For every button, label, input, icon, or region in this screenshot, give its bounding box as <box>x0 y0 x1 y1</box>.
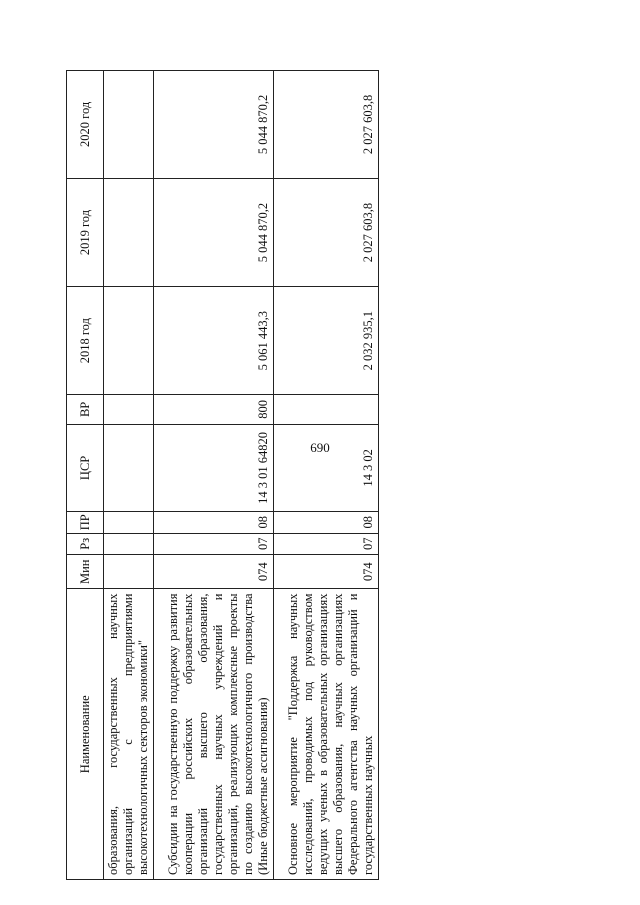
row-pr <box>104 512 154 534</box>
col-header-csr: ЦСР <box>67 424 104 511</box>
col-header-vr: ВР <box>67 395 104 425</box>
row-pr: 08 <box>154 512 274 534</box>
row-pr: 08 <box>274 512 379 534</box>
table-header-row <box>67 71 104 880</box>
row-2020: 2 027 603,8 <box>274 71 379 179</box>
row-2020: 5 044 870,2 <box>154 71 274 179</box>
col-header-2019: 2019 год <box>67 178 104 287</box>
row-2019: 2 027 603,8 <box>274 178 379 287</box>
row-2019 <box>104 178 154 287</box>
row-rz: 07 <box>154 533 274 555</box>
col-header-min: Мин <box>67 555 104 589</box>
row-name: Основное мероприятие "Поддержка научных исследований, проводимых под руководством ведущих ученых в образовательных организациях высшего образования, научных организациях Федерального агентства научных организаций и государственных научных <box>274 589 379 880</box>
row-vr <box>104 395 154 425</box>
col-header-rz: Рз <box>67 533 104 555</box>
row-2018 <box>104 287 154 395</box>
col-header-pr: ПР <box>67 512 104 534</box>
row-rz <box>104 533 154 555</box>
budget-table <box>66 70 379 880</box>
row-2019: 5 044 870,2 <box>154 178 274 287</box>
col-header-2020: 2020 год <box>67 71 104 179</box>
col-header-2018: 2018 год <box>67 287 104 395</box>
row-vr: 800 <box>154 395 274 425</box>
row-csr: 14 3 01 64820 <box>154 424 274 511</box>
row-min: 074 <box>154 555 274 589</box>
row-vr <box>274 395 379 425</box>
row-2018: 5 061 443,3 <box>154 287 274 395</box>
rotated-page <box>0 70 640 900</box>
row-rz: 07 <box>274 533 379 555</box>
row-name: образования, государственных научных организаций с предприятиями высокотехнологичных секторов экономики" <box>104 589 154 880</box>
table-row <box>274 71 379 880</box>
row-min: 074 <box>274 555 379 589</box>
table-row <box>104 71 154 880</box>
table-row <box>154 71 274 880</box>
row-csr: 14 3 02 <box>274 424 379 511</box>
page-number: 690 <box>310 440 330 455</box>
row-2018: 2 032 935,1 <box>274 287 379 395</box>
row-csr <box>104 424 154 511</box>
row-2020 <box>104 71 154 179</box>
row-name: Субсидии на государственную поддержку развития кооперации российских образовательных организаций высшего образования, государственных научных учреждений и организаций, реализующих комплексные проекты по созданию высокотехнологичного производства (Иные бюджетные ассигнования) <box>154 589 274 880</box>
row-min <box>104 555 154 589</box>
col-header-name: Наименование <box>67 589 104 880</box>
